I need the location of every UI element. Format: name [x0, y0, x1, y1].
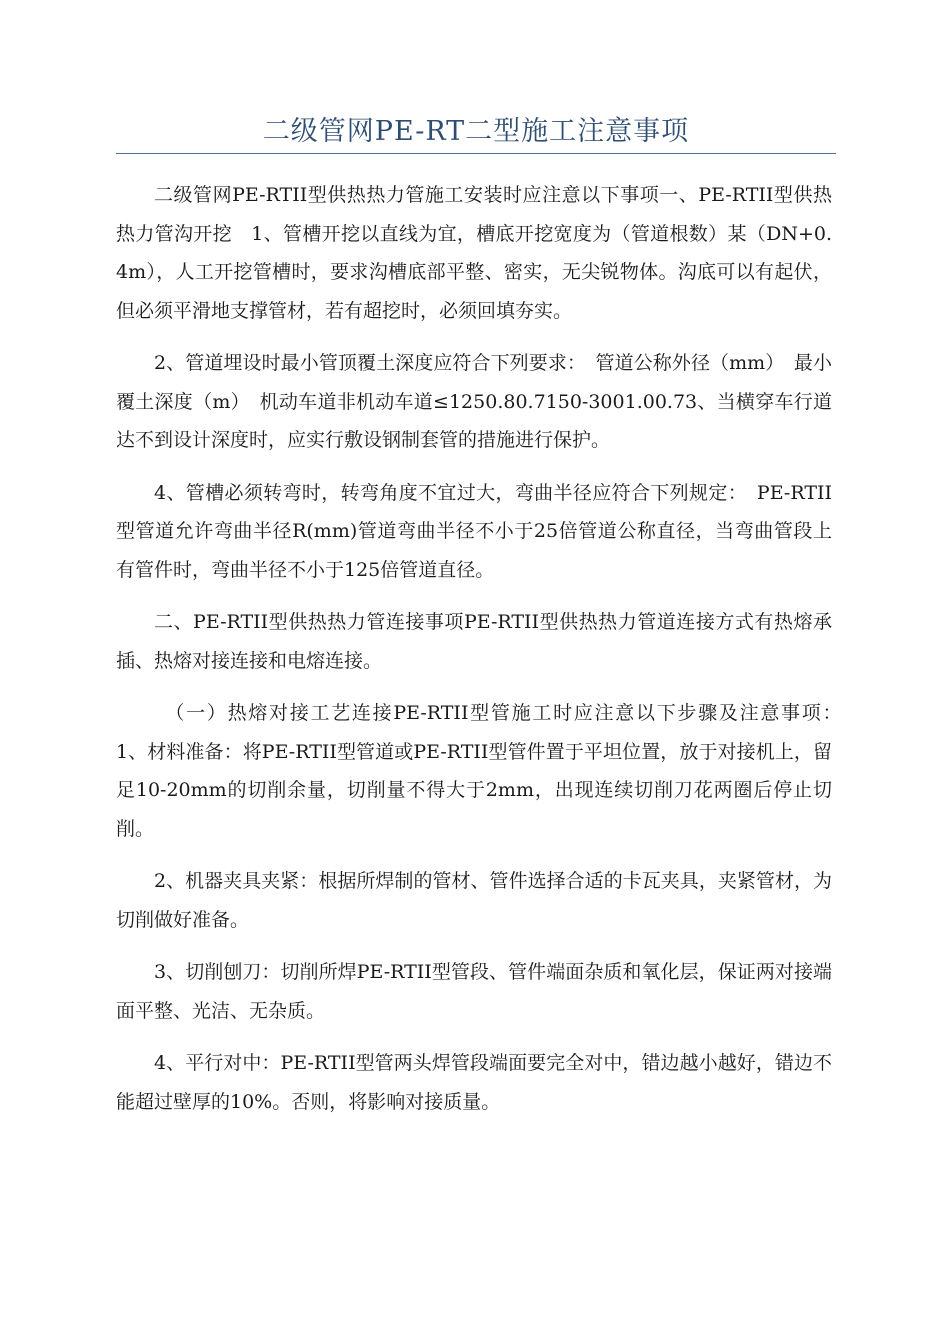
paragraph: （一）热熔对接工艺连接PE-RTII型管施工时应注意以下步骤及注意事项： 1、材料准备：将PE-RTII型管道或PE-RTII型管件置于平坦位置，放于对接机上，留足10-20mm的切削余量，切削量不得大于2mm，出现连续切削刀花两圈后停止切削。 — [116, 702, 852, 840]
paragraph: 2、管道埋设时最小管顶覆土深度应符合下列要求： 管道公称外径（mm） 最小覆土深度（m） 机动车道非机动车道≤1250.80.7150-3001.00.73、当横穿车行道达不到设计深度时，应实行敷设钢制套管的措施进行保护。 — [116, 352, 832, 451]
title-underline — [116, 153, 836, 154]
document-title: 二级管网PE-RT二型施工注意事项 — [262, 116, 690, 147]
paragraph: 4、平行对中：PE-RTII型管两头焊管段端面要完全对中，错边越小越好，错边不能超过壁厚的10%。否则，将影响对接质量。 — [116, 1052, 832, 1113]
paragraph: 二、PE-RTII型供热热力管连接事项PE-RTII型供热热力管道连接方式有热熔承插、热熔对接连接和电熔连接。 — [116, 611, 832, 672]
paragraph: 3、切削刨刀：切削所焊PE-RTII型管段、管件端面杂质和氧化层，保证两对接端面平整、光洁、无杂质。 — [116, 961, 832, 1022]
paragraph: 2、机器夹具夹紧：根据所焊制的管材、管件选择合适的卡瓦夹具，夹紧管材，为切削做好准备。 — [116, 870, 832, 931]
document-body — [116, 176, 852, 1135]
paragraph: 二级管网PE-RTII型供热热力管施工安装时应注意以下事项一、PE-RTII型供热热力管沟开挖 1、管槽开挖以直线为宜，槽底开挖宽度为（管道根数）某（DN+0.4m），人工开挖管槽时，要求沟槽底部平整、密实，无尖锐物体。沟底可以有起伏，但必须平滑地支撑管材，若有超挖时，必须回填夯实。 — [116, 184, 832, 322]
paragraph: 4、管槽必须转弯时，转弯角度不宜过大，弯曲半径应符合下列规定： PE-RTII型管道允许弯曲半径R(mm)管道弯曲半径不小于25倍管道公称直径，当弯曲管段上有管件时，弯曲半径不小于125倍管道直径。 — [116, 481, 832, 581]
